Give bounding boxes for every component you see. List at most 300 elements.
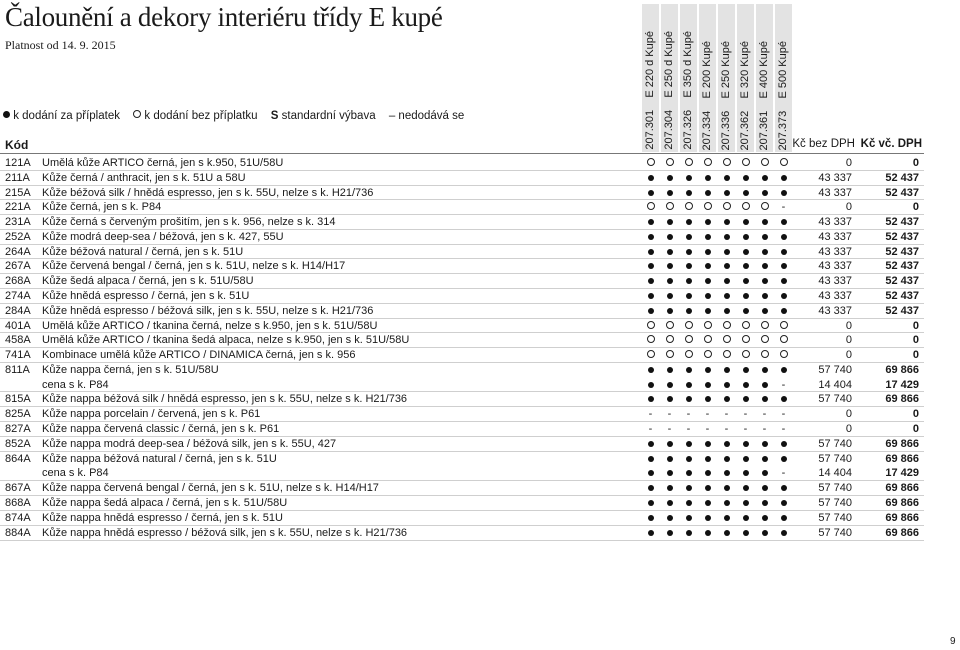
- free-circle-icon: [699, 200, 716, 214]
- not-available-dash: -: [743, 408, 748, 421]
- model-column-label: 207.336 E 250 Kupé: [720, 40, 732, 150]
- free-circle-icon: [680, 156, 697, 170]
- table-row: [0, 245, 924, 259]
- surcharge-dot-icon: [661, 171, 678, 185]
- surcharge-dot-icon: [699, 392, 716, 406]
- price-with-vat: 69 866: [885, 363, 919, 376]
- price-without-vat: 43 337: [818, 216, 852, 229]
- row-separator: [0, 421, 924, 422]
- surcharge-dot-icon: [775, 363, 792, 377]
- surcharge-dot-icon: [737, 186, 754, 200]
- row-code: 284A: [5, 304, 31, 317]
- price-without-vat: 57 740: [818, 363, 852, 376]
- not-available-dash: -: [781, 423, 786, 436]
- table-row: [0, 304, 924, 318]
- header-divider: [0, 153, 924, 154]
- price-without-vat: 43 337: [818, 171, 852, 184]
- not-available-dash: -: [705, 408, 710, 421]
- surcharge-dot-icon: [737, 481, 754, 495]
- surcharge-dot-icon: [756, 466, 773, 480]
- row-code: 268A: [5, 275, 31, 288]
- surcharge-dot-icon: [756, 452, 773, 466]
- table-row: [0, 511, 924, 525]
- surcharge-dot-icon: [737, 274, 754, 288]
- surcharge-dot-icon: [642, 452, 659, 466]
- row-separator: [0, 451, 924, 452]
- not-available-dash: -: [781, 408, 786, 421]
- surcharge-dot-icon: [661, 289, 678, 303]
- surcharge-dot-icon: [718, 363, 735, 377]
- free-circle-icon: [661, 333, 678, 347]
- table-row: [0, 200, 924, 214]
- row-description: Kůže nappa porcelain / červená, jen s k. P61: [42, 408, 261, 421]
- price-without-vat: 0: [845, 408, 852, 421]
- legend-standard: standardní výbava: [281, 110, 376, 122]
- row-separator: [0, 436, 924, 437]
- surcharge-dot-icon: [718, 496, 735, 510]
- row-separator: [0, 318, 924, 319]
- surcharge-dot-icon: [756, 230, 773, 244]
- surcharge-dot-icon: [737, 511, 754, 525]
- row-code: 852A: [5, 437, 31, 450]
- surcharge-dot-icon: [661, 437, 678, 451]
- not-available-dash: -: [762, 423, 767, 436]
- surcharge-dot-icon: [756, 496, 773, 510]
- table-row: [0, 363, 924, 377]
- free-circle-icon: [680, 200, 697, 214]
- surcharge-dot-icon: [775, 186, 792, 200]
- not-available-dash: -: [648, 408, 653, 421]
- surcharge-dot-icon: [680, 378, 697, 392]
- row-separator: [0, 214, 924, 215]
- surcharge-dot-icon: [775, 289, 792, 303]
- surcharge-dot-icon: [642, 363, 659, 377]
- surcharge-dot-icon: [718, 230, 735, 244]
- not-available-dash: -: [724, 408, 729, 421]
- surcharge-dot-icon: [718, 304, 735, 318]
- price-with-vat: 69 866: [885, 482, 919, 495]
- row-description: Kůže nappa červená classic / černá, jen s k. P61: [42, 423, 280, 436]
- surcharge-dot-icon: [699, 215, 716, 229]
- surcharge-dot-icon: [718, 215, 735, 229]
- price-with-vat: 17 429: [885, 378, 919, 391]
- row-separator: [0, 258, 924, 259]
- row-separator: [0, 362, 924, 363]
- surcharge-dot-icon: [718, 437, 735, 451]
- surcharge-dot-icon: [737, 289, 754, 303]
- row-code: 458A: [5, 334, 31, 347]
- free-circle-icon: [661, 156, 678, 170]
- surcharge-dot-icon: [680, 363, 697, 377]
- surcharge-dot-icon: [737, 466, 754, 480]
- filled-dot-icon: [3, 111, 10, 118]
- price-without-vat: 57 740: [818, 437, 852, 450]
- free-circle-icon: [718, 348, 735, 362]
- table-row: [0, 481, 924, 495]
- free-circle-icon: [737, 319, 754, 333]
- table-bottom-rule: [0, 540, 924, 541]
- surcharge-dot-icon: [661, 481, 678, 495]
- surcharge-dot-icon: [642, 511, 659, 525]
- surcharge-dot-icon: [699, 526, 716, 540]
- surcharge-dot-icon: [756, 304, 773, 318]
- model-column-label: 207.373 E 500 Kupé: [777, 40, 789, 150]
- table-row: [0, 274, 924, 288]
- surcharge-dot-icon: [718, 171, 735, 185]
- price-with-vat: 0: [912, 408, 919, 421]
- surcharge-dot-icon: [756, 437, 773, 451]
- surcharge-dot-icon: [699, 378, 716, 392]
- legend-free: k dodání bez příplatku: [144, 110, 258, 122]
- surcharge-dot-icon: [699, 481, 716, 495]
- table-row: [0, 215, 924, 229]
- surcharge-dot-icon: [642, 378, 659, 392]
- free-circle-icon: [775, 319, 792, 333]
- price-without-vat: 0: [845, 319, 852, 332]
- table-row: [0, 422, 924, 436]
- surcharge-dot-icon: [756, 363, 773, 377]
- surcharge-dot-icon: [699, 289, 716, 303]
- surcharge-dot-icon: [642, 496, 659, 510]
- free-circle-icon: [680, 333, 697, 347]
- row-code: 815A: [5, 393, 31, 406]
- price-with-vat: 0: [912, 319, 919, 332]
- model-column-label: 207.362 E 320 Kupé: [739, 40, 751, 150]
- free-circle-icon: [718, 333, 735, 347]
- price-without-vat: 0: [845, 349, 852, 362]
- surcharge-dot-icon: [775, 437, 792, 451]
- row-code: 874A: [5, 511, 31, 524]
- free-circle-icon: [756, 319, 773, 333]
- surcharge-dot-icon: [699, 496, 716, 510]
- price-with-vat: 52 437: [885, 230, 919, 243]
- row-description: Kůže nappa hnědá espresso / černá, jen s k. 51U: [42, 511, 283, 524]
- price-without-vat: 43 337: [818, 304, 852, 317]
- surcharge-dot-icon: [756, 378, 773, 392]
- row-code: 864A: [5, 452, 31, 465]
- row-code: 867A: [5, 482, 31, 495]
- surcharge-dot-icon: [718, 392, 735, 406]
- free-circle-icon: [642, 333, 659, 347]
- surcharge-dot-icon: [775, 230, 792, 244]
- surcharge-dot-icon: [680, 186, 697, 200]
- surcharge-dot-icon: [680, 304, 697, 318]
- row-code: 825A: [5, 408, 31, 421]
- price-without-vat: 0: [845, 423, 852, 436]
- free-circle-icon: [642, 200, 659, 214]
- surcharge-dot-icon: [756, 171, 773, 185]
- surcharge-dot-icon: [756, 481, 773, 495]
- price-with-vat: 52 437: [885, 171, 919, 184]
- page-title: Čalounění a dekory interiéru třídy E kupé: [5, 2, 443, 32]
- not-available-dash: -: [705, 423, 710, 436]
- table-row: [0, 259, 924, 273]
- surcharge-dot-icon: [642, 230, 659, 244]
- surcharge-dot-icon: [642, 259, 659, 273]
- surcharge-dot-icon: [642, 274, 659, 288]
- surcharge-dot-icon: [718, 274, 735, 288]
- surcharge-dot-icon: [737, 363, 754, 377]
- free-circle-icon: [642, 348, 659, 362]
- model-column-header: [642, 4, 659, 152]
- price-without-vat: 57 740: [818, 496, 852, 509]
- price-without-vat: 14 404: [818, 378, 852, 391]
- surcharge-dot-icon: [737, 215, 754, 229]
- table-row: [0, 407, 924, 421]
- surcharge-dot-icon: [680, 245, 697, 259]
- surcharge-dot-icon: [737, 437, 754, 451]
- not-available-dash: -: [667, 423, 672, 436]
- surcharge-dot-icon: [775, 304, 792, 318]
- surcharge-dot-icon: [699, 186, 716, 200]
- row-code: 267A: [5, 260, 31, 273]
- surcharge-dot-icon: [718, 466, 735, 480]
- row-code: 868A: [5, 496, 31, 509]
- row-separator: [0, 406, 924, 407]
- price-with-vat: 69 866: [885, 393, 919, 406]
- free-circle-icon: [737, 156, 754, 170]
- price-without-vat: 43 337: [818, 230, 852, 243]
- surcharge-dot-icon: [756, 289, 773, 303]
- table-row: [0, 392, 924, 406]
- surcharge-dot-icon: [775, 245, 792, 259]
- surcharge-dot-icon: [737, 526, 754, 540]
- surcharge-dot-icon: [699, 171, 716, 185]
- model-column-header: [680, 4, 697, 152]
- price-with-vat: 52 437: [885, 186, 919, 199]
- free-circle-icon: [661, 348, 678, 362]
- row-description: Kůže nappa černá, jen s k. 51U/58U: [42, 363, 219, 376]
- price-without-vat: 57 740: [818, 526, 852, 539]
- price-with-vat: 69 866: [885, 452, 919, 465]
- free-circle-icon: [699, 333, 716, 347]
- surcharge-dot-icon: [642, 245, 659, 259]
- surcharge-dot-icon: [756, 274, 773, 288]
- table-row: [0, 230, 924, 244]
- row-separator: [0, 525, 924, 526]
- table-row: [0, 437, 924, 451]
- not-available-dash: -: [648, 423, 653, 436]
- free-circle-icon: [642, 319, 659, 333]
- surcharge-dot-icon: [775, 452, 792, 466]
- surcharge-dot-icon: [680, 392, 697, 406]
- surcharge-dot-icon: [737, 245, 754, 259]
- table-row: [0, 156, 924, 170]
- free-circle-icon: [756, 156, 773, 170]
- price-with-vat: 0: [912, 334, 919, 347]
- row-code: 827A: [5, 423, 31, 436]
- row-separator: [0, 480, 924, 481]
- not-available-dash: -: [724, 423, 729, 436]
- surcharge-dot-icon: [718, 511, 735, 525]
- surcharge-dot-icon: [699, 466, 716, 480]
- free-circle-icon: [737, 348, 754, 362]
- price-without-vat: 14 404: [818, 467, 852, 480]
- surcharge-dot-icon: [737, 496, 754, 510]
- surcharge-dot-icon: [775, 481, 792, 495]
- row-description: cena s k. P84: [42, 467, 109, 480]
- surcharge-dot-icon: [680, 481, 697, 495]
- surcharge-dot-icon: [661, 452, 678, 466]
- model-column-header: [699, 4, 716, 152]
- price-without-vat: 0: [845, 334, 852, 347]
- surcharge-dot-icon: [718, 259, 735, 273]
- surcharge-dot-icon: [642, 526, 659, 540]
- row-separator: [0, 495, 924, 496]
- row-code: 221A: [5, 201, 31, 214]
- row-description: Kůže černá, jen s k. P84: [42, 201, 162, 214]
- surcharge-dot-icon: [661, 392, 678, 406]
- not-available-dash: -: [781, 201, 786, 214]
- table-row: [0, 496, 924, 510]
- free-circle-icon: [699, 156, 716, 170]
- surcharge-dot-icon: [699, 363, 716, 377]
- free-circle-icon: [756, 348, 773, 362]
- table-row: [0, 348, 924, 362]
- surcharge-dot-icon: [699, 274, 716, 288]
- free-circle-icon: [737, 333, 754, 347]
- row-separator: [0, 347, 924, 348]
- price-without-vat: 57 740: [818, 393, 852, 406]
- price-with-vat: 52 437: [885, 245, 919, 258]
- row-separator: [0, 170, 924, 171]
- surcharge-dot-icon: [737, 304, 754, 318]
- row-description: Kůže černá s červeným prošitím, jen s k. 956, nelze s k. 314: [42, 216, 336, 229]
- row-description: Kůže hnědá espresso / černá, jen s k. 51U: [42, 290, 250, 303]
- surcharge-dot-icon: [642, 215, 659, 229]
- price-with-vat: 69 866: [885, 526, 919, 539]
- surcharge-dot-icon: [775, 274, 792, 288]
- price-with-vat: 52 437: [885, 290, 919, 303]
- row-separator: [0, 273, 924, 274]
- surcharge-dot-icon: [737, 392, 754, 406]
- surcharge-dot-icon: [756, 245, 773, 259]
- surcharge-dot-icon: [661, 526, 678, 540]
- row-code: 884A: [5, 526, 31, 539]
- surcharge-dot-icon: [775, 526, 792, 540]
- price-with-vat: 52 437: [885, 216, 919, 229]
- price-without-vat: 43 337: [818, 186, 852, 199]
- table-row: [0, 319, 924, 333]
- surcharge-dot-icon: [642, 437, 659, 451]
- row-description: Kůže nappa šedá alpaca / černá, jen s k. 51U/58U: [42, 496, 288, 509]
- row-separator: [0, 391, 924, 392]
- surcharge-dot-icon: [699, 511, 716, 525]
- surcharge-dot-icon: [680, 289, 697, 303]
- legend-surcharge: k dodání za příplatek: [13, 110, 120, 122]
- row-code: 211A: [5, 171, 30, 184]
- surcharge-dot-icon: [756, 259, 773, 273]
- surcharge-dot-icon: [680, 171, 697, 185]
- surcharge-dot-icon: [642, 481, 659, 495]
- model-column-header: [718, 4, 735, 152]
- surcharge-dot-icon: [775, 392, 792, 406]
- model-column-header: [661, 4, 678, 152]
- surcharge-dot-icon: [737, 378, 754, 392]
- price-with-vat: 0: [912, 423, 919, 436]
- surcharge-dot-icon: [661, 245, 678, 259]
- row-description: Kůže béžová silk / hnědá espresso, jen s k. 55U, nelze s k. H21/736: [42, 186, 374, 199]
- free-circle-icon: [642, 156, 659, 170]
- row-separator: [0, 332, 924, 333]
- row-description: Kůže hnědá espresso / béžová silk, jen s k. 55U, nelze s k. H21/736: [42, 304, 374, 317]
- row-separator: [0, 288, 924, 289]
- surcharge-dot-icon: [661, 378, 678, 392]
- surcharge-dot-icon: [756, 511, 773, 525]
- surcharge-dot-icon: [661, 259, 678, 273]
- price-without-vat: 57 740: [818, 452, 852, 465]
- row-separator: [0, 229, 924, 230]
- surcharge-dot-icon: [642, 289, 659, 303]
- row-code: 741A: [5, 349, 31, 362]
- price-with-vat: 52 437: [885, 275, 919, 288]
- surcharge-dot-icon: [680, 215, 697, 229]
- row-description: Kůže nappa hnědá espresso / béžová silk, jen s k. 55U, nelze s k. H21/736: [42, 526, 408, 539]
- not-available-dash: -: [781, 378, 786, 391]
- surcharge-dot-icon: [699, 304, 716, 318]
- surcharge-dot-icon: [661, 186, 678, 200]
- table-row: [0, 378, 924, 392]
- price-without-vat: 0: [845, 157, 852, 169]
- not-available-dash: -: [762, 408, 767, 421]
- surcharge-dot-icon: [661, 274, 678, 288]
- row-code: 401A: [5, 319, 31, 332]
- table-row: [0, 333, 924, 347]
- model-column-label: 207.361 E 400 Kupé: [758, 40, 770, 150]
- price-without-vat: 0: [845, 201, 852, 214]
- free-circle-icon: [661, 319, 678, 333]
- row-description: Kůže nappa béžová natural / černá, jen s k. 51U: [42, 452, 277, 465]
- price-without-vat: 57 740: [818, 511, 852, 524]
- price-with-vat-header: Kč vč. DPH: [860, 138, 922, 150]
- surcharge-dot-icon: [661, 304, 678, 318]
- surcharge-dot-icon: [718, 481, 735, 495]
- page-number: 9: [950, 636, 956, 647]
- free-circle-icon: [718, 156, 735, 170]
- model-column-header: [775, 4, 792, 152]
- legend-na-symbol: –: [388, 110, 396, 122]
- legend: [3, 110, 464, 122]
- table-row: [0, 186, 924, 200]
- price-with-vat: 69 866: [885, 496, 919, 509]
- free-circle-icon: [699, 348, 716, 362]
- surcharge-dot-icon: [680, 496, 697, 510]
- free-circle-icon: [680, 319, 697, 333]
- row-separator: [0, 199, 924, 200]
- surcharge-dot-icon: [737, 171, 754, 185]
- row-code: 121A: [5, 157, 31, 169]
- free-circle-icon: [718, 319, 735, 333]
- price-with-vat: 69 866: [885, 437, 919, 450]
- surcharge-dot-icon: [661, 496, 678, 510]
- not-available-dash: -: [686, 408, 691, 421]
- code-column-header: Kód: [5, 138, 29, 152]
- free-circle-icon: [699, 319, 716, 333]
- row-separator: [0, 303, 924, 304]
- surcharge-dot-icon: [680, 274, 697, 288]
- not-available-dash: -: [781, 467, 786, 480]
- row-description: Kůže červená bengal / černá, jen s k. 51U, nelze s k. H14/H17: [42, 260, 346, 273]
- price-with-vat: 52 437: [885, 260, 919, 273]
- surcharge-dot-icon: [680, 230, 697, 244]
- free-circle-icon: [775, 156, 792, 170]
- not-available-dash: -: [686, 423, 691, 436]
- surcharge-dot-icon: [718, 452, 735, 466]
- row-code: 252A: [5, 230, 31, 243]
- row-separator: [0, 185, 924, 186]
- surcharge-dot-icon: [718, 526, 735, 540]
- row-description: Kombinace umělá kůže ARTICO / DINAMICA černá, jen s k. 956: [42, 349, 356, 362]
